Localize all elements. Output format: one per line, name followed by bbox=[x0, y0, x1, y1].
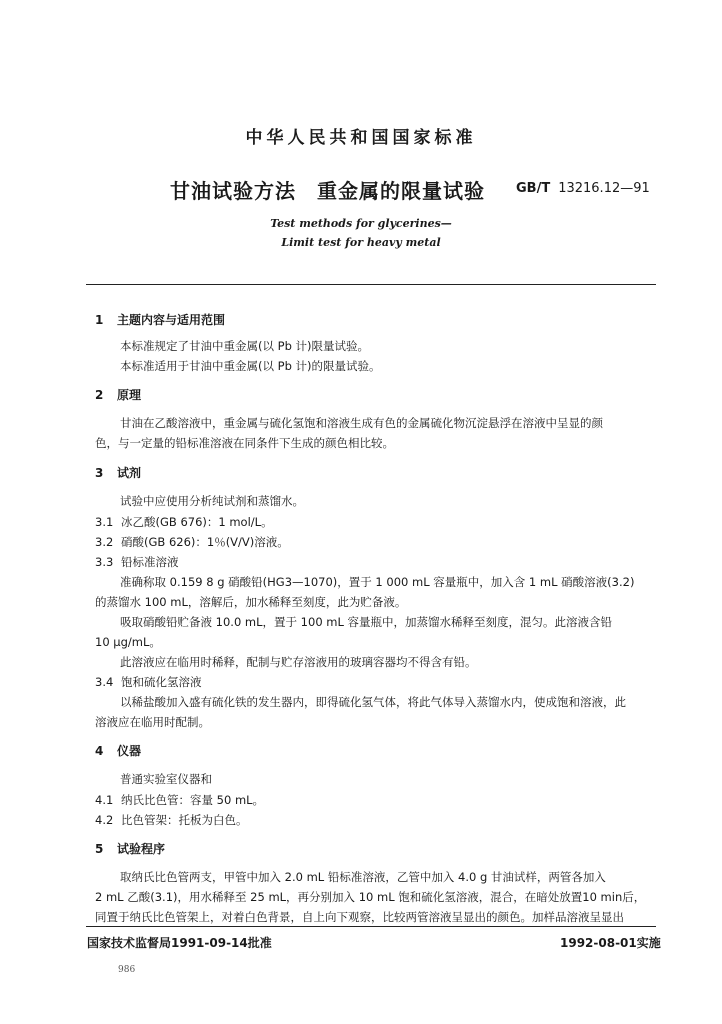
issuing-body: 中华人民共和国国家标准 bbox=[245, 128, 477, 148]
paragraph-line: 溶液应在临用时配制。 bbox=[95, 715, 210, 729]
clause-4-2 bbox=[95, 812, 248, 828]
clause-3-1 bbox=[95, 514, 273, 530]
clause-number: 3.1 bbox=[95, 515, 114, 529]
paragraph: 本标准规定了甘油中重金属(以 Pb 计)限量试验。 bbox=[120, 339, 370, 353]
clause-text: 饱和硫化氢溶液 bbox=[121, 675, 202, 689]
section-title: 主题内容与适用范围 bbox=[117, 313, 226, 327]
clause-text: 比色管架：托板为白色。 bbox=[121, 813, 248, 827]
clause-number: 3.3 bbox=[95, 555, 114, 569]
clause-text: 冰乙酸(GB 676)：1 mol/L。 bbox=[121, 515, 273, 529]
section-number: 2 bbox=[95, 388, 104, 402]
paragraph: 本标准适用于甘油中重金属(以 Pb 计)的限量试验。 bbox=[120, 359, 381, 373]
paragraph-line: 甘油在乙酸溶液中，重金属与硫化氢饱和溶液生成有色的金属硫化物沉淀悬浮在溶液中呈显的颜 bbox=[120, 416, 603, 430]
section-5-heading bbox=[95, 840, 165, 857]
section-3-heading bbox=[95, 464, 141, 481]
section-4-heading bbox=[95, 742, 141, 759]
section-number: 3 bbox=[95, 466, 104, 480]
clause-4-1 bbox=[95, 792, 264, 808]
clause-text: 纳氏比色管：容量 50 mL。 bbox=[121, 793, 265, 807]
document-title-cn: 甘油试验方法 重金属的限量试验 bbox=[170, 179, 485, 203]
approval-date: 国家技术监督局1991-09-14批准 bbox=[87, 936, 272, 950]
clause-text: 硝酸(GB 626)：1％(V/V)溶液。 bbox=[121, 535, 289, 549]
page-number: 986 bbox=[118, 965, 136, 975]
section-title: 仪器 bbox=[117, 744, 142, 758]
clause-3-3 bbox=[95, 554, 179, 570]
section-title: 原理 bbox=[117, 388, 142, 402]
paragraph-line: 2 mL 乙酸(3.1)，用水稀释至 25 mL，再分别加入 10 mL 饱和硫化氢溶液，混合，在暗处放置10 min后， bbox=[95, 890, 646, 904]
paragraph-line: 此溶液应在临用时稀释，配制与贮存溶液用的玻璃容器均不得含有铅。 bbox=[120, 655, 477, 669]
section-title: 试验程序 bbox=[117, 842, 166, 856]
section-number: 4 bbox=[95, 744, 104, 758]
paragraph-line: 色，与一定量的铅标准溶液在同条件下生成的颜色相比较。 bbox=[95, 436, 394, 450]
document-title-en-line1: Test methods for glycerines— bbox=[270, 217, 452, 230]
section-number: 5 bbox=[95, 842, 104, 856]
section-1-heading bbox=[95, 311, 225, 328]
paragraph-line: 以稀盐酸加入盛有硫化铁的发生器内，即得硫化氢气体，将此气体导入蒸馏水内，使成饱和溶液，此 bbox=[120, 695, 626, 709]
clause-3-4 bbox=[95, 674, 202, 690]
paragraph: 试验中应使用分析纯试剂和蒸馏水。 bbox=[120, 494, 304, 508]
section-number: 1 bbox=[95, 313, 104, 327]
paragraph-line: 同置于纳氏比色管架上，对着白色背景，自上向下观察，比较两管溶液呈显出的颜色。加样品溶液呈显出 bbox=[95, 910, 624, 924]
standard-number bbox=[516, 181, 650, 196]
clause-number: 3.2 bbox=[95, 535, 114, 549]
clause-3-2 bbox=[95, 534, 289, 550]
clause-number: 3.4 bbox=[95, 675, 114, 689]
section-2-heading bbox=[95, 386, 141, 403]
standard-prefix: GB/T bbox=[516, 181, 551, 196]
paragraph-line: 取纳氏比色管两支，甲管中加入 2.0 mL 铅标准溶液，乙管中加入 4.0 g 甘油试样，两管各加入 bbox=[120, 870, 606, 884]
paragraph-line: 10 μg/mL。 bbox=[95, 635, 161, 649]
header-divider bbox=[86, 284, 656, 285]
clause-number: 4.2 bbox=[95, 813, 114, 827]
effective-date: 1992-08-01实施 bbox=[560, 936, 661, 950]
section-title: 试剂 bbox=[117, 466, 142, 480]
clause-number: 4.1 bbox=[95, 793, 114, 807]
paragraph: 普通实验室仪器和 bbox=[120, 772, 212, 786]
footer-divider bbox=[86, 926, 656, 927]
paragraph-line: 的蒸馏水 100 mL，溶解后，加水稀释至刻度，此为贮备液。 bbox=[95, 595, 407, 609]
paragraph-line: 吸取硝酸铅贮备液 10.0 mL，置于 100 mL 容量瓶中，加蒸馏水稀释至刻度，混匀。此溶液含铅 bbox=[120, 615, 613, 629]
clause-text: 铅标准溶液 bbox=[121, 555, 179, 569]
standard-code: 13216.12—91 bbox=[558, 181, 650, 196]
paragraph-line: 准确称取 0.159 8 g 硝酸铅(HG3—1070)，置于 1 000 mL 容量瓶中，加入含 1 mL 硝酸溶液(3.2) bbox=[120, 575, 635, 589]
document-title-en-line2: Limit test for heavy metal bbox=[281, 236, 441, 249]
